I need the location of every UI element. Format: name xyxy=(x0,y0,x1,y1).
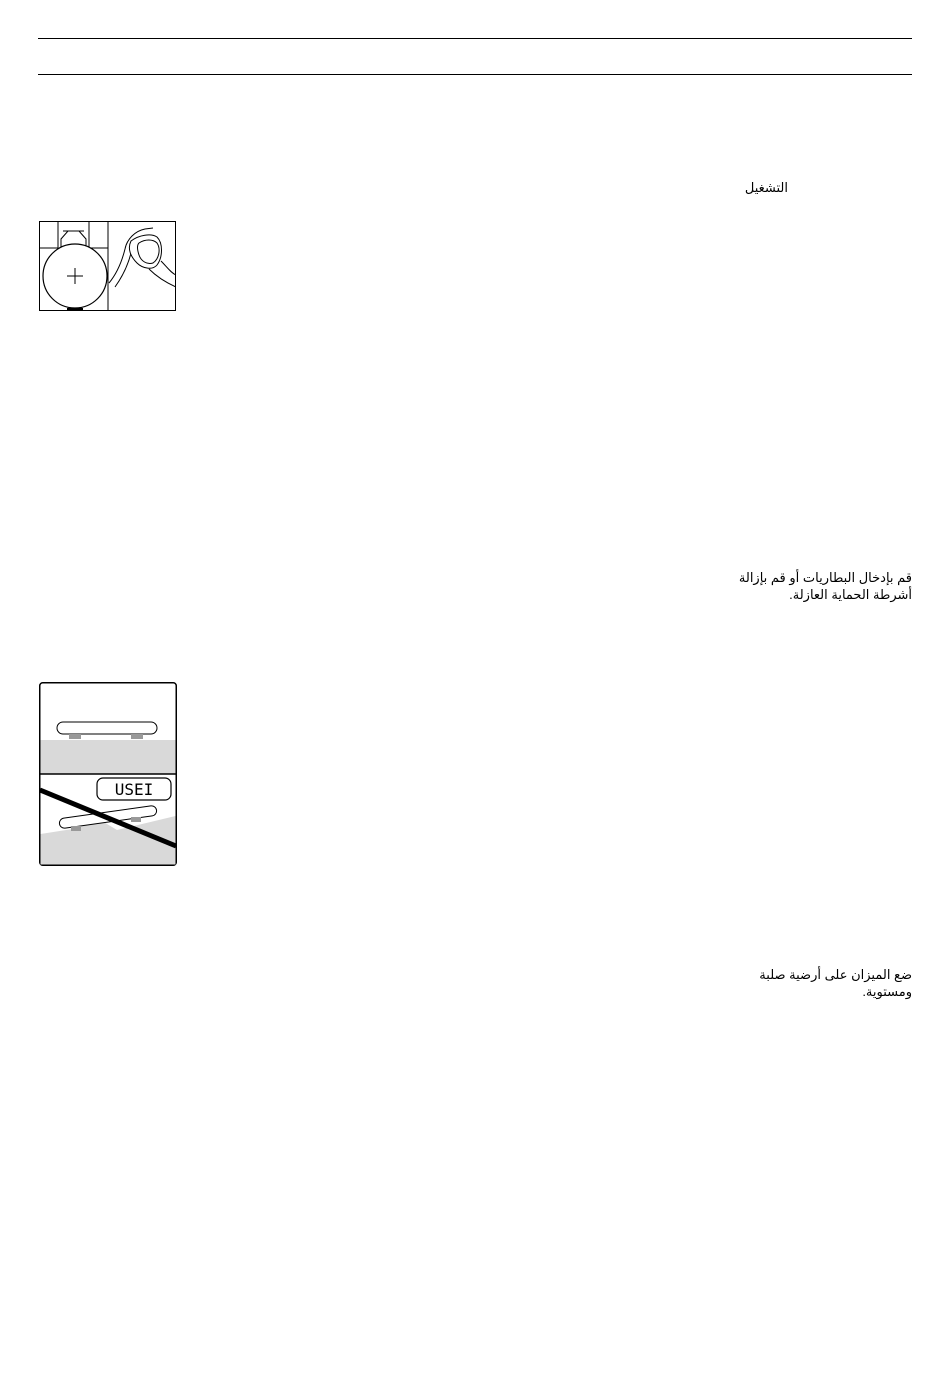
step-1-line-1: قم بإدخال البطاريات أو قم بإزالة xyxy=(738,570,912,585)
step-1-instruction xyxy=(712,569,912,603)
step-2-line-2: ومستوية. xyxy=(862,984,912,999)
battery-insertion-figure xyxy=(39,221,176,311)
step-2-instruction xyxy=(712,966,912,1000)
battery-illustration xyxy=(39,221,176,311)
step-2-line-1: ضع الميزان على أرضية صلبة xyxy=(759,967,912,982)
scale-placement-figure xyxy=(39,682,177,866)
header-rule-top xyxy=(38,38,912,39)
section-title: التشغيل xyxy=(744,180,788,195)
header-rule-bottom xyxy=(38,74,912,75)
lcd-display-text: USEI xyxy=(114,780,154,799)
step-1-line-2: أشرطة الحماية العازلة. xyxy=(789,587,912,602)
scale-illustration xyxy=(39,682,177,866)
